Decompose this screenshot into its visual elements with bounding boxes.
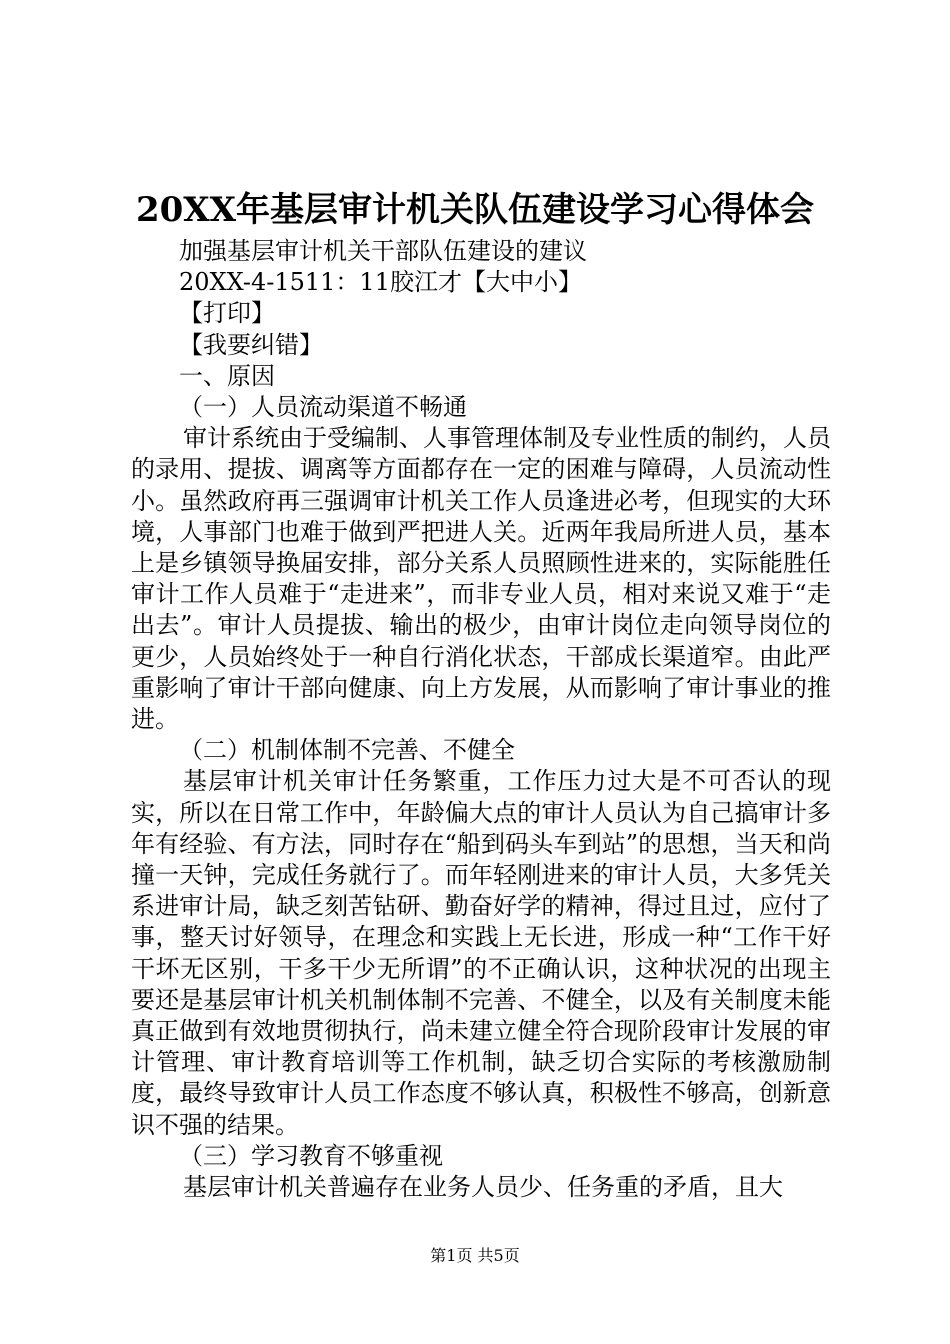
document-body bbox=[131, 236, 831, 1203]
section-heading-1: 一、原因 bbox=[179, 361, 275, 390]
subsection-heading-1: （一）人员流动渠道不畅通 bbox=[179, 392, 467, 421]
subsection-heading-2: （二）机制体制不完善、不健全 bbox=[179, 736, 515, 765]
correction-link[interactable]: 【我要纠错】 bbox=[179, 330, 323, 359]
paragraph-3: 基层审计机关普遍存在业务人员少、任务重的矛盾，且大 bbox=[183, 1172, 783, 1201]
document-title: 20XX年基层审计机关队伍建设学习心得体会 bbox=[135, 190, 815, 230]
paragraph-2: 基层审计机关审计任务繁重，工作压力过大是不可否认的现实，所以在日常工作中，年龄偏大点的审计人员认为自己搞审计多年有经验、有方法，同时存在“船到码头车到站”的思想，当天和尚撞一天钟，完成任务就行了。而年轻刚进来的审计人员，大多凭关系进审计局，缺乏刻苦钻研、勤奋好学的精神，得过且过，应付了事，整天讨好领导，在理念和实践上无长进，形成一种“工作干好干坏无区别，干多干少无所谓”的不正确认识，这种状况的出现主要还是基层审计机关机制体制不完善、不健全，以及有关制度未能真正做到有效地贯彻执行，尚未建立健全符合现阶段审计发展的审计管理、审计教育培训等工作机制，缺乏切合实际的考核激励制度，最终导致审计人员工作态度不够认真，积极性不够高，创新意识不强的结果。 bbox=[131, 767, 831, 1139]
page-footer: 第1页 共5页 bbox=[430, 1246, 520, 1265]
print-link[interactable]: 【打印】 bbox=[179, 299, 275, 328]
paragraph-1: 审计系统由于受编制、人事管理体制及专业性质的制约，人员的录用、提拔、调离等方面都存在一定的困难与障碍，人员流动性小。虽然政府再三强调审计机关工作人员逢进必考，但现实的大环境，人事部门也难于做到严把进人关。近两年我局所进人员，基本上是乡镇领导换届安排，部分关系人员照顾性进来的，实际能胜任审计工作人员难于“走进来”，而非专业人员，相对来说又难于“走出去”。审计人员提拔、输出的极少，由审计岗位走向领导岗位的更少，人员始终处于一种自行消化状态，干部成长渠道窄。由此严重影响了审计干部向健康、向上方发展，从而影响了审计事业的推进。 bbox=[131, 424, 831, 733]
document-subtitle: 加强基层审计机关干部队伍建设的建议 bbox=[179, 237, 587, 265]
subsection-heading-3: （三）学习教育不够重视 bbox=[179, 1141, 443, 1170]
document-meta: 20XX-4-1511：11胶江才【大中小】 bbox=[179, 268, 582, 297]
